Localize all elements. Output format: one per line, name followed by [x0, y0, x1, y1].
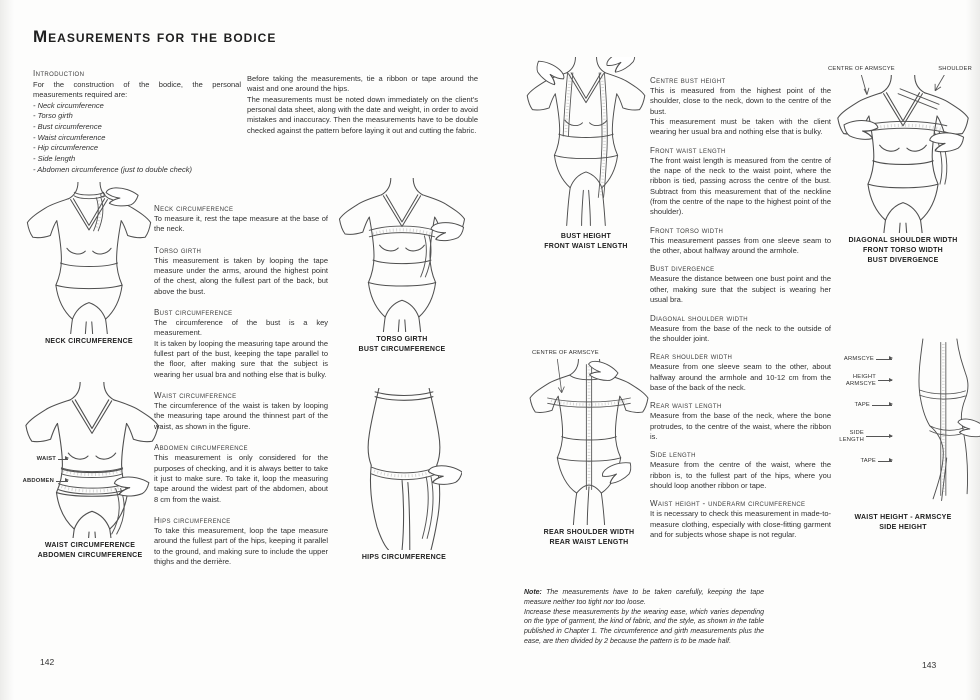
- measurement-section: [650, 401, 831, 442]
- rear-shoulder-figure-illustration: [523, 359, 655, 525]
- side-length-arrow-icon: [866, 436, 892, 437]
- figure-caption: WAIST CIRCUMFERENCE ABDOMEN CIRCUMFERENCE: [37, 542, 143, 560]
- page-title: Measurements for the bodice: [33, 27, 277, 46]
- section-body: Measure from the centre of the waist, where the ribbon is, to the fullest part of the hips, where you should loop another ribbon or tape.: [650, 460, 831, 490]
- figure-caption: REAR SHOULDER WIDTH REAR WAIST LENGTH: [543, 529, 635, 547]
- figure-diagonal-shoulder: [828, 66, 978, 266]
- side-height-figure-illustration: [894, 338, 980, 510]
- intro-list-item: - Torso girth: [33, 111, 73, 121]
- figure-bust-height: [520, 57, 652, 252]
- intro-list-item: - Bust circumference: [33, 121, 102, 131]
- measurement-section: [650, 314, 831, 345]
- measurement-section: [154, 443, 328, 505]
- intro-list: [33, 101, 241, 175]
- diagonal-shoulder-figure-illustration: [830, 75, 976, 233]
- section-heading: Rear waist length: [650, 401, 722, 411]
- tape-lower-label-row: [826, 458, 892, 465]
- figure-caption: DIAGONAL SHOULDER WIDTH FRONT TORSO WIDTH BUST DIVERGENCE: [848, 237, 958, 265]
- measurement-section: [154, 516, 328, 567]
- measurement-section: [650, 226, 831, 257]
- bust-height-figure-illustration: [520, 57, 652, 229]
- intro-column-1: [33, 80, 241, 175]
- armscye-arrow-icon: [876, 359, 892, 360]
- torso-girth-figure-illustration: [332, 178, 472, 332]
- side-length-label: SIDE LENGTH: [839, 430, 864, 443]
- page-number-left: 142: [40, 657, 55, 667]
- intro-heading: Introduction: [33, 69, 85, 78]
- measurement-section: [650, 499, 831, 540]
- section-heading: Front waist length: [650, 145, 726, 155]
- section-body: This measurement passes from one sleeve seam to the other, about halfway around the armhole.: [650, 235, 831, 256]
- page-number-right: 143: [922, 660, 937, 670]
- measurement-section: [650, 264, 831, 305]
- section-body: This measurement is taken by looping the tape measure under the arms, around the highest point of the chest, along the fullest part of the back, but above the bust.: [154, 255, 328, 296]
- section-body: Measure the distance between one bust point and the other, making sure that the subject is wearing her usual bra.: [650, 274, 831, 305]
- section-heading: Hips circumference: [154, 515, 231, 525]
- measurement-section: [154, 246, 328, 297]
- figure-side-height: [826, 338, 980, 533]
- section-body: The circumference of the waist is taken by looping the measuring tape around the thinnest part of the waist, as shown in the figure.: [154, 401, 328, 431]
- tape-label: TAPE: [854, 402, 870, 408]
- figure-caption: NECK CIRCUMFERENCE: [45, 338, 133, 345]
- intro-list-item: - Side length: [33, 153, 76, 163]
- section-heading: Abdomen circumference: [154, 443, 248, 453]
- neck-figure-illustration: [20, 182, 158, 334]
- section-heading: Waist circumference: [154, 391, 237, 401]
- figure-caption: HIPS CIRCUMFERENCE: [361, 554, 447, 561]
- section-body: Measure from the base of the neck to the outside of the shoulder joint.: [650, 323, 831, 343]
- waist-label: WAIST: [36, 456, 56, 462]
- left-text-column: [154, 204, 328, 578]
- abdomen-label: ABDOMEN: [22, 478, 54, 484]
- hips-figure-illustration: [346, 388, 462, 550]
- section-body: Measure from one sleeve seam to the other, about halfway around the armhole and 10-12 cm from the base of the back of the neck.: [650, 362, 831, 392]
- figure-caption: BUST HEIGHT FRONT WAIST LENGTH: [544, 233, 628, 251]
- note-block: [524, 588, 764, 647]
- shoulder-label: SHOULDER: [938, 66, 972, 72]
- height-armscye-label-row: [826, 374, 892, 387]
- tape-arrow-icon: [878, 461, 892, 462]
- section-body: The front waist length is measured from the centre of the nape of the neck to the waist point, where the ribbon is tied, passing across the centre of the bust. Subtract from this measurement that of the neckline (from the centre of the nape to the highest point of the shoulder).: [650, 155, 831, 217]
- section-heading: Front torso width: [650, 225, 724, 235]
- section-heading: Waist height - underarm circumference: [650, 499, 806, 509]
- section-heading: Torso girth: [154, 245, 202, 255]
- figure-rear-shoulder: [518, 346, 660, 548]
- measurement-section: [154, 391, 328, 432]
- height-armscye-label: HEIGHT ARMSCYE: [845, 374, 876, 387]
- centre-of-armscye-label: CENTRE OF ARMSCYE: [828, 66, 895, 72]
- measurement-section: [154, 204, 328, 235]
- figure-hips-circumference: [346, 388, 462, 563]
- tape-arrow-icon: [872, 405, 892, 406]
- section-body: It is necessary to check this measurement in made-to-measure clothing, especially with close-fitting garment and for subjects whose shape is not regular.: [650, 509, 831, 539]
- intro-list-item: - Hip circumference: [33, 143, 99, 153]
- section-heading: Diagonal shoulder width: [650, 313, 748, 323]
- measurement-section: [650, 146, 831, 218]
- height-armscye-arrow-icon: [878, 380, 892, 381]
- section-heading: Neck circumference: [154, 204, 234, 213]
- note-label: Note:: [524, 589, 542, 596]
- intro-lead: For the construction of the bodice, the personal measurements required are:: [33, 80, 241, 100]
- side-length-label-row: [826, 430, 892, 443]
- section-body: To take this measurement, loop the tape measure around the fullest part of the hips, keeping it parallel to the ground, and making sure to include the upper thighs and the derrière.: [154, 525, 328, 566]
- section-body: This is measured from the highest point of the shoulder, close to the neck, down to the centre of the bust. This measurement must be taken with the client wearing her usual bra and nothing else that is bulky.: [650, 86, 831, 137]
- section-heading: Centre bust height: [650, 76, 726, 85]
- measurement-section: [650, 76, 831, 138]
- figure-caption: TORSO GIRTH BUST CIRCUMFERENCE: [358, 336, 446, 354]
- section-body: This measurement is only considered for the purposes of checking, and it is always better to take it just to make sure. To take it, loop the measuring tape around the widest part of the abdomen, about 8 cm from the waist.: [154, 453, 328, 504]
- measurement-section: [650, 352, 831, 393]
- section-body: To measure it, rest the tape measure at the base of the neck.: [154, 214, 328, 234]
- measurement-section: [154, 308, 328, 380]
- waist-label-row: [14, 456, 68, 463]
- section-body: The circumference of the bust is a key measurement. It is taken by looping the measuring tape around the fullest part of the bust, keeping the tape parallel to the floor, after making sure that the subject is wearing her usual bra and nothing else that is bulky.: [154, 318, 328, 379]
- section-body: Measure from the base of the neck, where the bone protrudes, to the centre of the waist, where the ribbon is.: [650, 411, 831, 441]
- figure-torso-girth: [332, 178, 472, 355]
- abdomen-label-row: [14, 478, 68, 485]
- waist-arrow-icon: [58, 459, 68, 460]
- section-heading: Bust circumference: [154, 308, 233, 318]
- figure-waist-abdomen: [14, 382, 166, 561]
- measurement-section: [650, 450, 831, 491]
- abdomen-arrow-icon: [56, 481, 68, 482]
- section-heading: Rear shoulder width: [650, 352, 733, 362]
- intro-column-2: Before taking the measurements, tie a ribbon or tape around the waist and one around the hips. The measurements must be noted down immediately on the client's personal data sheet, along with the date and weight, in order to avoid mistakes and inaccuracy. Then the measurements have to be double checked against the pattern before laying it out and cutting the fabric.: [247, 74, 478, 135]
- armscye-label: ARMSCYE: [843, 356, 874, 362]
- tape-label: TAPE: [860, 458, 876, 464]
- armscye-label-row: [826, 356, 892, 363]
- section-heading: Bust divergence: [650, 264, 715, 274]
- intro-list-item: - Waist circumference: [33, 132, 106, 142]
- tape-upper-label-row: [826, 402, 892, 409]
- section-heading: Side length: [650, 450, 696, 460]
- centre-of-armscye-label: CENTRE OF ARMSCYE: [532, 350, 599, 356]
- intro-list-item: - Abdomen circumference (just to double check): [33, 164, 192, 174]
- intro-list-item: - Neck circumference: [33, 100, 104, 110]
- figure-neck-circumference: [20, 182, 158, 347]
- note-body: The measurements have to be taken carefully, keeping the tape measure neither too tight nor too loose. Increase these measurements by the wearing ease, which varies depending on the type of garment, the kind of fabric, and the style, as shown in the table published in Chapter 1. The circumference and girth measurements plus the ease, are then divided by 2 because the pattern is to be made half.: [524, 589, 764, 645]
- figure-caption: WAIST HEIGHT - ARMSCYE SIDE HEIGHT: [854, 514, 952, 532]
- right-text-column: [650, 76, 831, 548]
